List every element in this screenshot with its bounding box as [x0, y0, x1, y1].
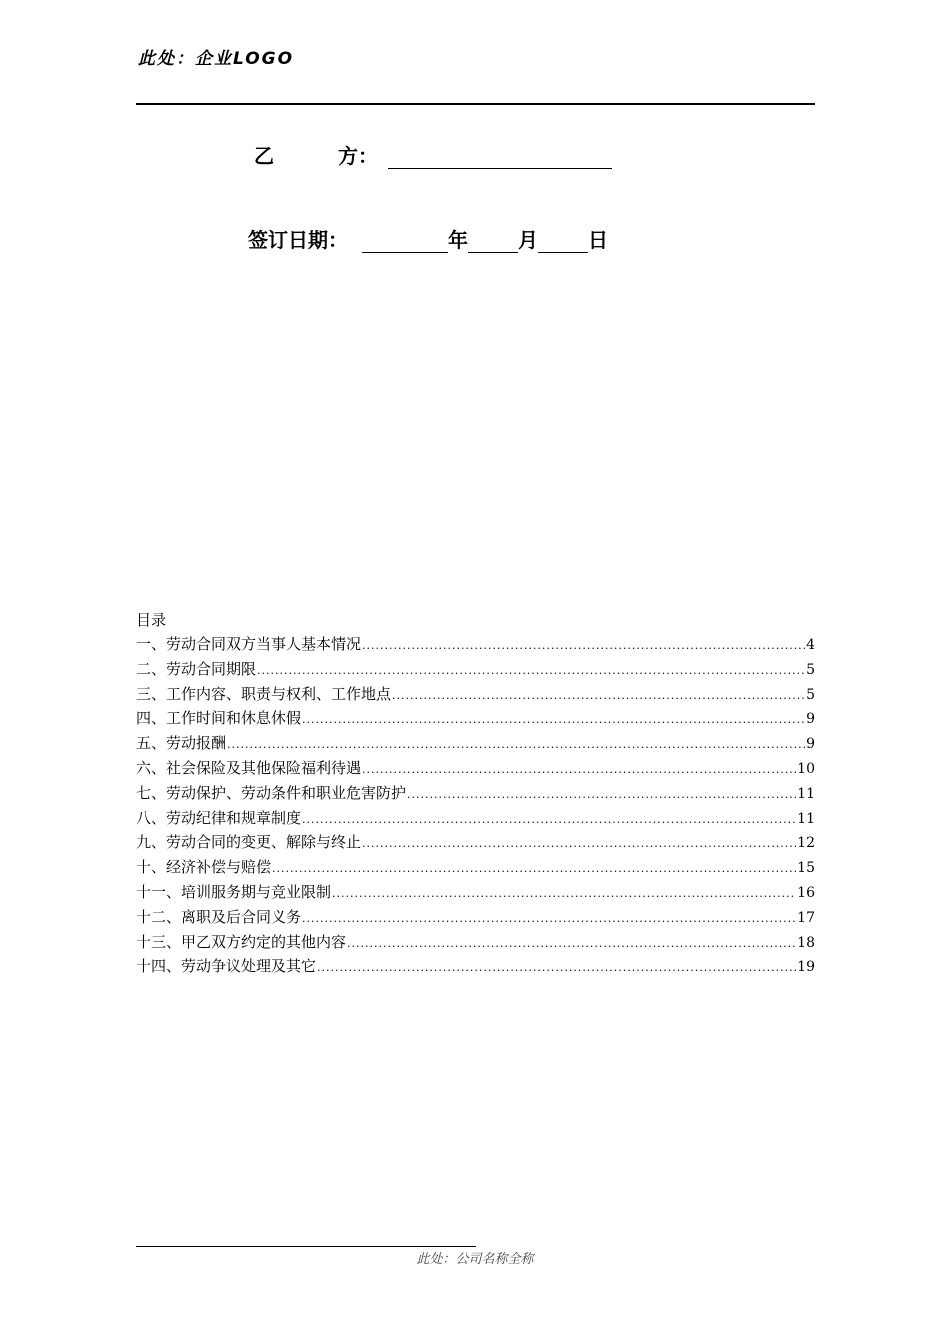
- toc-entry[interactable]: [136, 830, 815, 855]
- toc-entry-page: 12: [797, 835, 815, 852]
- toc-leader-dots: [407, 783, 796, 808]
- toc-leader-dots: [347, 932, 796, 957]
- toc-entry-title: 十、经济补偿与赔偿: [136, 858, 272, 877]
- day-blank[interactable]: [538, 230, 588, 253]
- toc-entry[interactable]: [136, 781, 815, 806]
- toc-title: 目录: [136, 611, 167, 629]
- toc-entry-page: 17: [797, 909, 815, 926]
- toc-entry-title: 十一、培训服务期与竞业限制: [136, 882, 332, 901]
- toc-entry-title: 六、社会保险及其他保险福利待遇: [136, 758, 362, 777]
- toc-entry[interactable]: [136, 632, 815, 657]
- toc-entry-page: 11: [797, 810, 815, 827]
- toc-entry-title: 二、劳动合同期限: [136, 659, 257, 678]
- toc-leader-dots: [362, 832, 796, 857]
- toc-entry[interactable]: [136, 706, 815, 731]
- toc-entry-page: 19: [797, 959, 815, 976]
- toc-leader-dots: [302, 907, 796, 932]
- toc-entry-page: 11: [797, 785, 815, 802]
- toc-entry[interactable]: [136, 930, 815, 955]
- toc-entry-title: 九、劳动合同的变更、解除与终止: [136, 833, 362, 852]
- toc-entry-title: 十三、甲乙双方约定的其他内容: [136, 932, 347, 951]
- toc-list: [136, 632, 815, 979]
- toc-entry-page: 18: [797, 934, 815, 951]
- toc-leader-dots: [392, 684, 805, 709]
- toc-entry[interactable]: [136, 731, 815, 756]
- table-of-contents: [136, 608, 815, 979]
- toc-entry-page: 5: [806, 661, 815, 678]
- toc-entry[interactable]: [136, 905, 815, 930]
- toc-entry-title: 七、劳动保护、劳动条件和职业危害防护: [136, 783, 407, 802]
- toc-leader-dots: [362, 758, 796, 783]
- toc-entry-page: 15: [797, 860, 815, 877]
- toc-entry-title: 五、劳动报酬: [136, 734, 227, 753]
- toc-leader-dots: [257, 659, 805, 684]
- year-blank[interactable]: [362, 230, 448, 253]
- year-label: 年: [448, 228, 468, 252]
- header-divider: [136, 103, 815, 105]
- toc-entry-title: 八、劳动纪律和规章制度: [136, 808, 302, 827]
- party-b-blank[interactable]: [388, 146, 612, 169]
- day-label: 日: [588, 228, 608, 252]
- toc-entry-page: 16: [797, 884, 815, 901]
- toc-entry-page: 5: [806, 686, 815, 703]
- company-logo-placeholder: 此处：企业LOGO: [138, 49, 295, 69]
- toc-leader-dots: [332, 882, 796, 907]
- toc-entry[interactable]: [136, 756, 815, 781]
- footer-divider: [136, 1246, 476, 1247]
- toc-entry[interactable]: [136, 880, 815, 905]
- toc-entry[interactable]: [136, 855, 815, 880]
- toc-entry-page: 10: [797, 760, 815, 777]
- sign-date-label: 签订日期：: [248, 228, 348, 252]
- toc-leader-dots: [302, 808, 796, 833]
- toc-entry-title: 三、工作内容、职责与权利、工作地点: [136, 684, 392, 703]
- toc-leader-dots: [302, 708, 805, 733]
- toc-entry[interactable]: [136, 682, 815, 707]
- toc-entry-page: 9: [806, 736, 815, 753]
- sign-date-line: [248, 224, 608, 253]
- toc-entry-page: 4: [806, 637, 815, 653]
- toc-leader-dots: [317, 956, 796, 981]
- toc-entry-page: 9: [806, 711, 815, 728]
- party-b-line: [254, 140, 612, 169]
- toc-entry[interactable]: [136, 657, 815, 682]
- toc-entry-title: 一、劳动合同双方当事人基本情况: [136, 635, 362, 653]
- month-label: 月: [518, 228, 538, 252]
- party-b-label-char1: 乙: [254, 144, 274, 168]
- toc-entry-title: 十二、离职及后合同义务: [136, 907, 302, 926]
- footer-company-name: 此处：公司名称全称: [416, 1252, 534, 1267]
- toc-leader-dots: [227, 733, 805, 758]
- month-blank[interactable]: [468, 230, 518, 253]
- toc-entry-title: 四、工作时间和休息休假: [136, 709, 302, 728]
- toc-leader-dots: [272, 857, 796, 882]
- toc-entry[interactable]: [136, 806, 815, 831]
- toc-entry-title: 十四、劳动争议处理及其它: [136, 957, 317, 976]
- toc-leader-dots: [362, 634, 805, 659]
- toc-entry[interactable]: [136, 954, 815, 979]
- party-b-label-char2: 方：: [338, 144, 378, 168]
